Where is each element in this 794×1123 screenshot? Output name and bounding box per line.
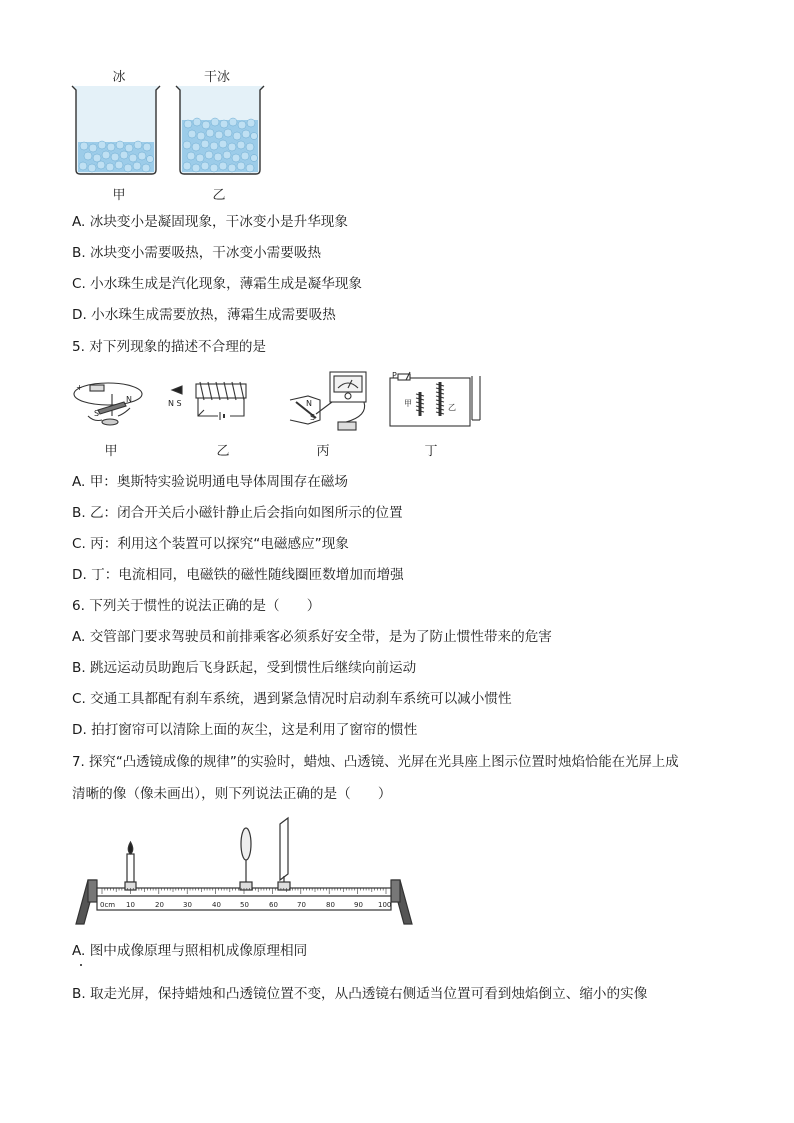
oersted-plus-mark: + (76, 383, 83, 392)
q5-option-c: C. 丙：利用这个装置可以探究“电磁感应”现象 (72, 536, 349, 552)
q4-option-a: A. 冰块变小是凝固现象，干冰变小是升华现象 (72, 214, 348, 230)
beaker-left-label: 冰 (112, 70, 126, 85)
q4-option-b: B. 冰块变小需要吸热，干冰变小需要吸热 (72, 245, 322, 261)
q5-option-b: B. 乙：闭合开关后小磁针静止后会指向如图所示的位置 (72, 505, 403, 521)
tick-label: 100 (378, 901, 392, 909)
light-screen (278, 818, 290, 890)
q7-stem-line2: 清晰的像（像未画出），则下列说法正确的是（ ） (72, 786, 392, 802)
electromagnet-yi-mark: 乙 (448, 403, 456, 412)
tick-label: 80 (326, 901, 335, 909)
beaker-right-caption: 乙 (212, 188, 226, 203)
tick-label: 50 (240, 901, 249, 909)
ruler-unit: 0cm (100, 901, 116, 909)
tick-label: 10 (126, 901, 135, 909)
induction-n-mark: N (306, 399, 312, 408)
q5-option-a: A. 甲：奥斯特实验说明通电导体周围存在磁场 (72, 474, 348, 490)
figure-solenoid (172, 382, 246, 420)
tick-label: 60 (269, 901, 278, 909)
candle (125, 842, 136, 890)
figure-oersted (74, 383, 142, 425)
q7-option-b: B. 取走光屏，保持蜡烛和凸透镜位置不变，从凸透镜右侧适当位置可看到烛焰倒立、缩小的实像 (72, 986, 648, 1002)
stray-dot (80, 964, 82, 966)
q4-option-c: C. 小水珠生成是汽化现象，薄霜生成是凝华现象 (72, 276, 363, 292)
q5-option-d: D. 丁：电流相同，电磁铁的磁性随线圈匝数增加而增强 (72, 567, 404, 583)
q6-stem: 6. 下列关于惯性的说法正确的是（ ） (72, 598, 321, 614)
tick-label: 70 (297, 901, 306, 909)
optical-bench-figure (70, 814, 420, 928)
convex-lens (240, 828, 252, 890)
oersted-n-mark: N (126, 395, 132, 404)
tick-label: 30 (183, 901, 192, 909)
q5-caption-yi: 乙 (216, 444, 230, 459)
q5-stem: 5. 对下列现象的描述不合理的是 (72, 339, 267, 355)
q6-option-a: A. 交管部门要求驾驶员和前排乘客必须系好安全带，是为了防止惯性带来的危害 (72, 629, 552, 645)
tick-label: 20 (155, 901, 164, 909)
q5-caption-bing: 丙 (316, 444, 330, 459)
q7-option-a: A. 图中成像原理与照相机成像原理相同 (72, 943, 308, 959)
beaker-ice (72, 86, 160, 174)
solenoid-ns-mark: N S (168, 399, 182, 408)
beaker-left-caption: 甲 (112, 188, 126, 203)
beaker-right-label: 干冰 (203, 70, 230, 85)
q5-caption-ding: 丁 (424, 444, 438, 459)
beaker-dry-ice (176, 86, 264, 174)
tick-label: 40 (212, 901, 221, 909)
q6-option-c: C. 交通工具都配有刹车系统，遇到紧急情况时启动刹车系统可以减小惯性 (72, 691, 512, 707)
induction-s-mark: S (310, 413, 316, 422)
q6-option-d: D. 拍打窗帘可以清除上面的灰尘，这是利用了窗帘的惯性 (72, 722, 418, 738)
electromagnet-jia-mark: 甲 (404, 399, 412, 408)
oersted-s-mark: S (94, 409, 100, 418)
tick-label: 90 (354, 901, 363, 909)
q4-option-d: D. 小水珠生成需要放热，薄霜生成需要吸热 (72, 307, 336, 323)
figure-induction (290, 372, 366, 430)
electromagnetism-figures (68, 370, 508, 436)
q6-option-b: B. 跳远运动员助跑后飞身跃起，受到惯性后继续向前运动 (72, 660, 417, 676)
q5-caption-jia: 甲 (104, 444, 118, 459)
q7-stem-line1: 7. 探究“凸透镜成像的规律”的实验时，蜡烛、凸透镜、光屏在光具座上图示位置时烛焰恰能在光屏上成 (72, 755, 679, 770)
beakers-figure (66, 82, 266, 182)
electromagnet-p-mark: P (392, 371, 397, 380)
